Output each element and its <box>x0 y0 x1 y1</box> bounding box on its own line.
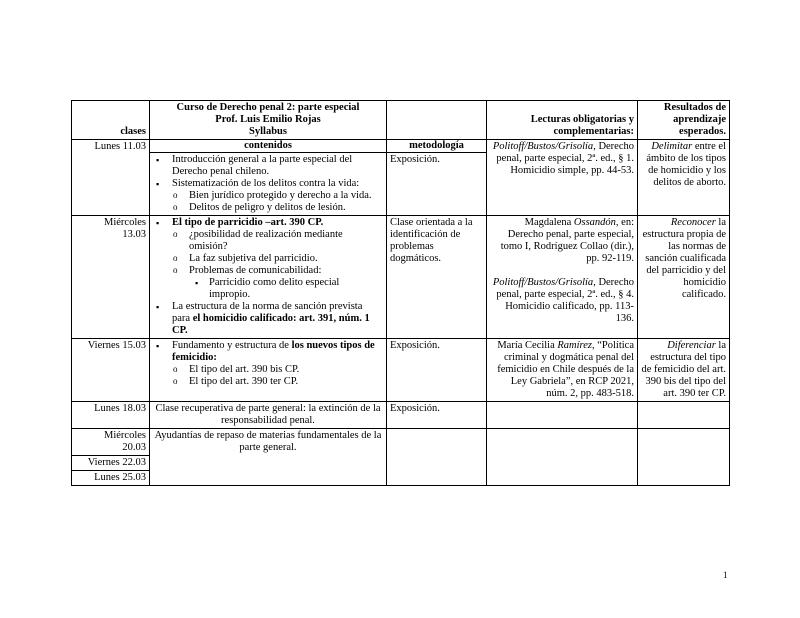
syllabus-label: Syllabus <box>249 126 287 137</box>
method-text: Exposición. <box>390 403 440 414</box>
readings-cell <box>487 140 638 216</box>
class-date: Lunes 25.03 <box>94 472 146 483</box>
results-cell <box>638 216 730 339</box>
result-verb: Reconocer <box>670 217 716 228</box>
col-clases-label: clases <box>120 126 146 137</box>
class-date: Viernes 15.03 <box>87 340 146 351</box>
class-date-day: Miércoles <box>104 217 146 228</box>
method-cell <box>387 429 487 486</box>
content-sub-bullet: o El tipo del art. 390 bis CP. <box>153 364 383 376</box>
content-sub-bullet: o El tipo del art. 390 ter CP. <box>153 376 383 388</box>
table-row <box>72 216 730 339</box>
date-cell <box>72 140 150 216</box>
contents-cell <box>150 429 387 486</box>
reading-entry: Politoff/Bustos/Grisolía, Derecho penal, parte especial, 2ª. ed., § 4. Homicidio calificado, pp. 113-136. <box>492 277 634 324</box>
content-sub-bullet: o La faz subjetiva del parricidio. <box>153 253 383 265</box>
date-cell <box>72 402 150 429</box>
col-resultados-label-3: esperados. <box>679 126 726 137</box>
class-date-block <box>72 429 149 456</box>
readings-cell <box>487 402 638 429</box>
date-cell <box>72 339 150 402</box>
date-cell <box>72 429 150 486</box>
header-blank-cell <box>387 101 487 140</box>
col-resultados-label-2: aprendizaje <box>673 114 726 125</box>
table-row <box>72 140 730 216</box>
table-row <box>72 339 730 402</box>
reading-text: , Derecho penal, parte especial, 2ª. ed., § 1. Homicidio simple, pp. 44-53. <box>496 141 634 176</box>
method-cell <box>387 339 487 402</box>
results-cell <box>638 429 730 486</box>
content-text: Clase recuperativa de parte general: la extinción de la responsabilidad penal. <box>155 403 381 426</box>
header-row-top <box>72 101 730 140</box>
result-text: la estructura del tipo de femicidio del art. 390 bis del tipo del art. 390 ter CP. <box>641 340 726 399</box>
content-bullet: ▪ Introducción general a la parte especial del Derecho penal chileno. <box>153 154 383 178</box>
col-lecturas-label-2: complementarias: <box>553 126 634 137</box>
class-date: Lunes 18.03 <box>94 403 146 414</box>
reading-entry: Magdalena Ossandón, en: Derecho penal, parte especial, tomo I, Rodríguez Collao (dir.), pp. 92-119. <box>500 217 634 264</box>
results-cell <box>638 140 730 216</box>
contents-cell <box>150 339 387 402</box>
result-text: la estructura propia de las normas de sanción cualificada del parricidio y del homicidio calificado. <box>642 217 726 300</box>
method-text: Clase orientada a la identificación de problemas dogmáticos. <box>390 217 473 264</box>
result-verb: Diferenciar <box>667 340 716 351</box>
col-resultados-label-1: Resultados de <box>663 102 726 113</box>
class-date-num: 13.03 <box>122 229 146 240</box>
header-clases-cell <box>72 101 150 140</box>
readings-cell <box>487 429 638 486</box>
reading-authors: Ramírez <box>557 340 592 351</box>
reading-authors: Politoff/Bustos/Grisolía <box>492 141 594 152</box>
col-lecturas-label-1: Lecturas obligatorias y <box>530 114 634 125</box>
contents-cell <box>150 402 387 429</box>
contents-cell <box>150 216 387 339</box>
syllabus-table <box>71 100 730 486</box>
header-resultados-cell <box>638 101 730 140</box>
results-cell <box>638 402 730 429</box>
contents-cell <box>150 140 387 216</box>
professor-name: Prof. Luis Emilio Rojas <box>215 114 321 125</box>
course-title-cell <box>150 101 387 140</box>
col-metodologia-label: metodología <box>387 140 486 153</box>
content-sub-bullet: o Delitos de peligro y delitos de lesión. <box>153 202 383 214</box>
class-date: Viernes 22.03 <box>72 456 149 471</box>
class-date-num: 20.03 <box>122 442 146 453</box>
content-text: Ayudantías de repaso de materias fundamentales de la parte general. <box>154 430 382 453</box>
method-cell <box>387 140 487 216</box>
results-cell <box>638 339 730 402</box>
readings-cell: María Cecilia Ramírez, “Política criminal y dogmática penal del femicidio en Chile después de la Ley Gabriela”, en RCP 2021, núm. 2, pp. 483-518. <box>487 339 638 402</box>
table-row <box>72 429 730 486</box>
method-text: Exposición. <box>390 340 440 351</box>
page-number: 1 <box>723 570 728 580</box>
header-lecturas-cell <box>487 101 638 140</box>
readings-cell <box>487 216 638 339</box>
content-bullet: ▪ La estructura de la norma de sanción prevista para el homicidio calificado: art. 391, núm. 1 CP. <box>153 301 383 337</box>
col-contenidos-label: contenidos <box>150 140 386 153</box>
content-bullet: ▪ El tipo de parricidio –art. 390 CP. o ¿posibilidad de realización mediante omisión? o La faz subjetiva del parricidio. o Problemas de comunicabilidad: ▪ Parricidio como delito especial impropio. <box>153 217 383 301</box>
result-verb: Delimitar <box>651 141 693 152</box>
method-cell <box>387 402 487 429</box>
content-sub-sub-bullet: ▪ Parricidio como delito especial impropio. <box>153 277 383 301</box>
method-cell <box>387 216 487 339</box>
table-row <box>72 402 730 429</box>
method-text: Exposición. <box>390 154 440 165</box>
content-sub-bullet: o ¿posibilidad de realización mediante omisión? <box>153 229 383 253</box>
course-title: Curso de Derecho penal 2: parte especial <box>176 102 360 113</box>
content-sub-bullet: o Problemas de comunicabilidad: ▪ Parricidio como delito especial impropio. <box>153 265 383 301</box>
content-bullet: ▪ Fundamento y estructura de los nuevos tipos de femicidio: o El tipo del art. 390 bis CP. o El tipo del art. 390 ter CP. <box>153 340 383 388</box>
result-text: entre el ámbito de los tipos de homicidio y los delitos de aborto. <box>646 141 726 188</box>
class-date-day: Miércoles <box>104 430 146 441</box>
date-cell <box>72 216 150 339</box>
content-bullet: ▪ Sistematización de los delitos contra la vida: o Bien jurídico protegido y derecho a la vida. o Delitos de peligro y delitos de lesión. <box>153 178 383 214</box>
reading-text: , “Política criminal y dogmática penal del femicidio en Chile después de la Ley Gabriela”, en RCP 2021, núm. 2, pp. 483-518. <box>497 340 634 399</box>
class-date: Lunes 11.03 <box>94 141 146 152</box>
content-sub-bullet: o Bien jurídico protegido y derecho a la vida. <box>153 190 383 202</box>
